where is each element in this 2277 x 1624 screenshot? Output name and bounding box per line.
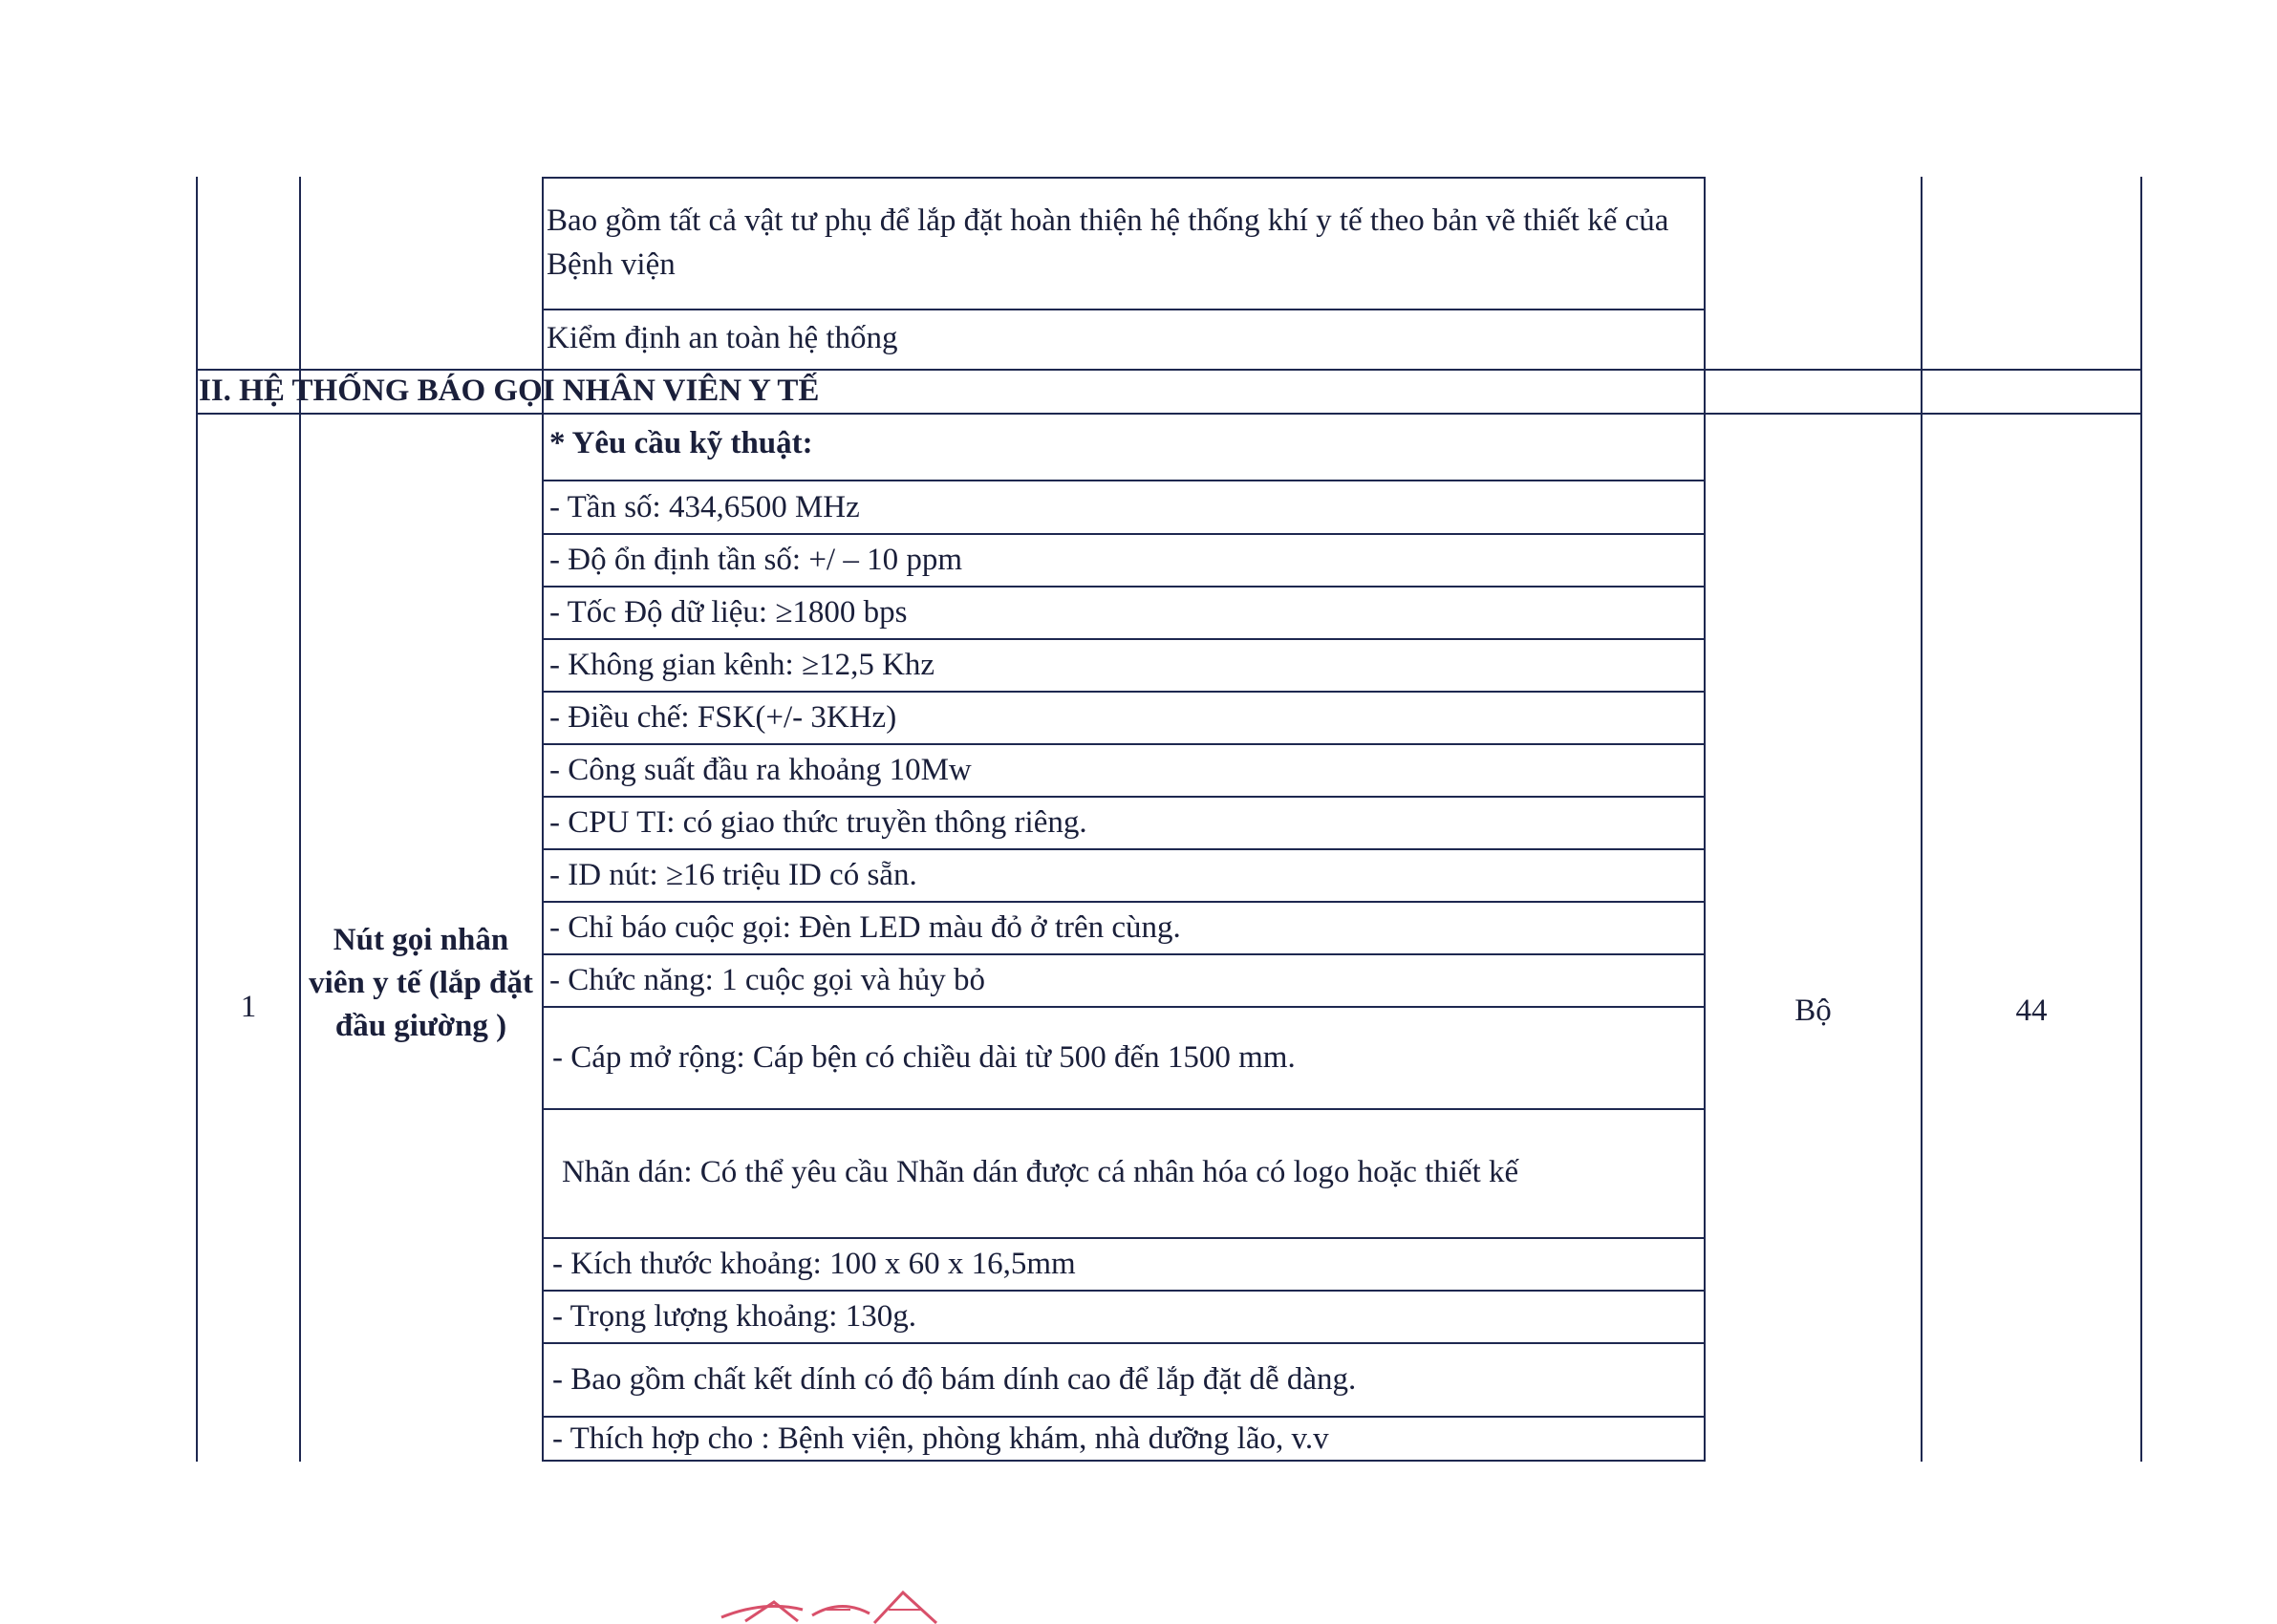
section-row-bottom — [196, 413, 2142, 415]
row-rule — [542, 1006, 1706, 1008]
item-quantity: 44 — [2015, 994, 2048, 1028]
spec-line: - Thích hợp cho : Bệnh viện, phòng khám, nhà dưỡng lão, v.v — [552, 1421, 1329, 1456]
item-unit: Bộ — [1794, 994, 1832, 1028]
spec-line: - Không gian kênh: ≥12,5 Khz — [549, 648, 935, 682]
spec-line: - Tần số: 434,6500 MHz — [549, 490, 860, 524]
row-rule — [542, 1108, 1706, 1110]
row-rule — [542, 586, 1706, 588]
spec-line: - Điều chế: FSK(+/- 3KHz) — [549, 700, 897, 735]
spec-line: - Chỉ báo cuộc gọi: Đèn LED màu đỏ ở trên cùng. — [549, 910, 1181, 945]
spec-line: - ID nút: ≥16 triệu ID có sẵn. — [549, 858, 917, 892]
spec-text-materials: Bao gồm tất cả vật tư phụ để lắp đặt hoàn thiện hệ thống khí y tế theo bản vẽ thiết kế của Bệnh viện — [547, 203, 1669, 282]
spec-line: - CPU TI: có giao thức truyền thông riêng. — [549, 805, 1087, 840]
spec-line: - Tốc Độ dữ liệu: ≥1800 bps — [549, 595, 908, 630]
spec-line: - Cáp mở rộng: Cáp bện có chiều dài từ 500 đến 1500 mm. — [552, 1040, 1296, 1075]
spec-line: - Trọng lượng khoảng: 130g. — [552, 1299, 916, 1334]
stamp-seal-icon — [707, 1581, 956, 1624]
spec-line: Nhãn dán: Có thể yêu cầu Nhãn dán được cá nhân hóa có logo hoặc thiết kế — [562, 1155, 1519, 1189]
row-rule — [542, 691, 1706, 693]
row-rule — [542, 1342, 1706, 1344]
item-stt: 1 — [240, 990, 257, 1024]
row-rule — [542, 638, 1706, 640]
row-rule — [542, 796, 1706, 798]
spec-heading: * Yêu cầu kỹ thuật: — [549, 426, 813, 460]
spec-line: - Công suất đầu ra khoảng 10Mw — [549, 753, 972, 787]
row-rule — [542, 953, 1706, 955]
spec-box-bottom — [542, 1460, 1706, 1462]
row-rule — [542, 848, 1706, 850]
spec-line: - Chức năng: 1 cuộc gọi và hủy bỏ — [549, 963, 985, 997]
row-rule — [542, 1290, 1706, 1292]
row-rule — [542, 1237, 1706, 1239]
section-title: II. HỆ THỐNG BÁO GỌI NHÂN VIÊN Y TẾ — [199, 374, 820, 408]
row-rule — [542, 743, 1706, 745]
spec-text-inspection: Kiểm định an toàn hệ thống — [547, 321, 898, 355]
item-name: Nút gọi nhân viên y tế (lắp đặt đầu giường ) — [309, 923, 533, 1043]
spec-line: - Kích thước khoảng: 100 x 60 x 16,5mm — [552, 1247, 1076, 1281]
spec-line: - Độ ổn định tần số: +/ – 10 ppm — [549, 543, 963, 577]
row-rule — [542, 309, 1706, 310]
row-rule — [542, 901, 1706, 903]
spec-line: - Bao gồm chất kết dính có độ bám dính cao để lắp đặt dễ dàng. — [552, 1362, 1357, 1397]
row-rule — [542, 480, 1706, 481]
row-rule — [542, 533, 1706, 535]
spec-box-top — [542, 177, 1706, 179]
